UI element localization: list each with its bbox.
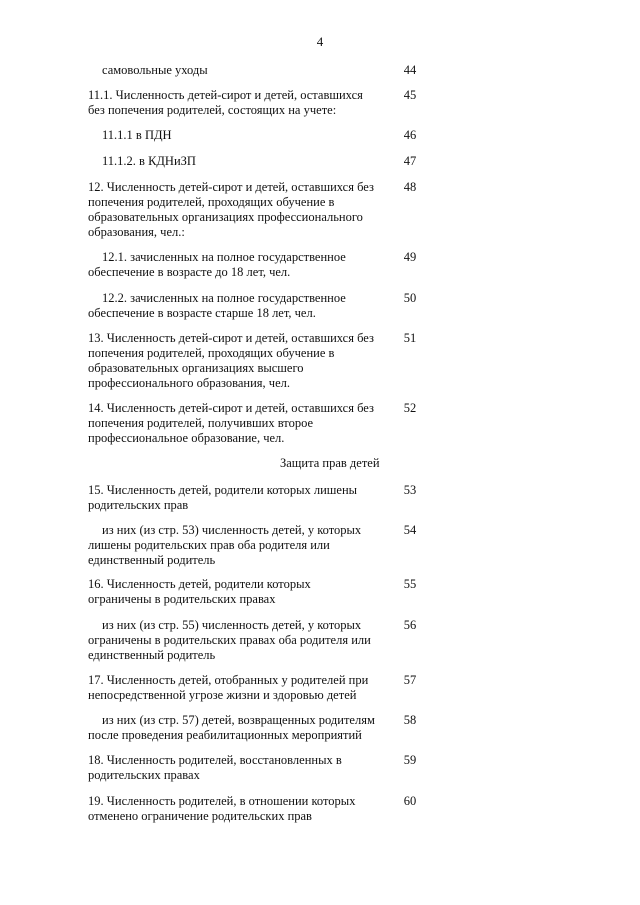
row-label: 11.1. Численность детей-сирот и детей, оставшихся без попечения родителей, состоящих на учете: [88, 88, 363, 117]
row-label: 14. Численность детей-сирот и детей, оставшихся без попечения родителей, получивших второе профессиональное образование, чел. [88, 401, 374, 445]
row-label: 12.2. зачисленных на полное государственное обеспечение в возрасте старше 18 лет, чел. [88, 291, 346, 320]
page-number: 4 [316, 34, 324, 49]
row-label: 17. Численность детей, отобранных у родителей при непосредственной угрозе жизни и здоровью детей [88, 673, 369, 702]
row-label: 11.1.1 в ПДН [102, 128, 172, 142]
row-number: 44 [403, 63, 417, 77]
row-label: 15. Численность детей, родители которых лишены родительских прав [88, 483, 358, 512]
row-label: из них (из стр. 53) численность детей, у которых лишены родительских прав оба родителя или единственный родитель [88, 523, 362, 567]
row-number: 50 [403, 291, 417, 305]
section-heading-text: Защита прав детей [280, 456, 380, 470]
row-number: 60 [403, 794, 417, 808]
row-number: 55 [403, 577, 417, 591]
row-number: 58 [403, 713, 417, 727]
row-number: 49 [403, 250, 417, 264]
row-number: 48 [403, 180, 417, 194]
row-label: 12.1. зачисленных на полное государственное обеспечение в возрасте до 18 лет, чел. [88, 250, 346, 279]
row-number: 56 [403, 618, 417, 632]
row-label: из них (из стр. 55) численность детей, у которых ограничены в родительских правах оба родителя или единственный родитель [88, 618, 371, 662]
row-label: 16. Численность детей, родители которых ограничены в родительских правах [88, 577, 311, 606]
row-label: 13. Численность детей-сирот и детей, оставшихся без попечения родителей, проходящих обучение в образовательных организациях высшего профессионального образования, чел. [88, 331, 374, 390]
row-number: 52 [403, 401, 417, 415]
row-number: 46 [403, 128, 417, 142]
row-label: 12. Численность детей-сирот и детей, оставшихся без попечения родителей, проходящих обучение в образовательных организациях профессионального образования, чел.: [88, 180, 374, 239]
row-number: 57 [403, 673, 417, 687]
row-number: 53 [403, 483, 417, 497]
row-label: самовольные уходы [102, 63, 208, 77]
row-number: 59 [403, 753, 417, 767]
row-label: 11.1.2. в КДНиЗП [102, 154, 196, 168]
row-label: 19. Численность родителей, в отношении которых отменено ограничение родительских прав [88, 794, 356, 823]
row-number: 47 [403, 154, 417, 168]
row-number: 51 [403, 331, 417, 345]
row-label: 18. Численность родителей, восстановленных в родительских правах [88, 753, 342, 782]
row-number: 54 [403, 523, 417, 537]
row-label: из них (из стр. 57) детей, возвращенных родителям после проведения реабилитационных мероприятий [88, 713, 375, 742]
row-number: 45 [403, 88, 417, 102]
